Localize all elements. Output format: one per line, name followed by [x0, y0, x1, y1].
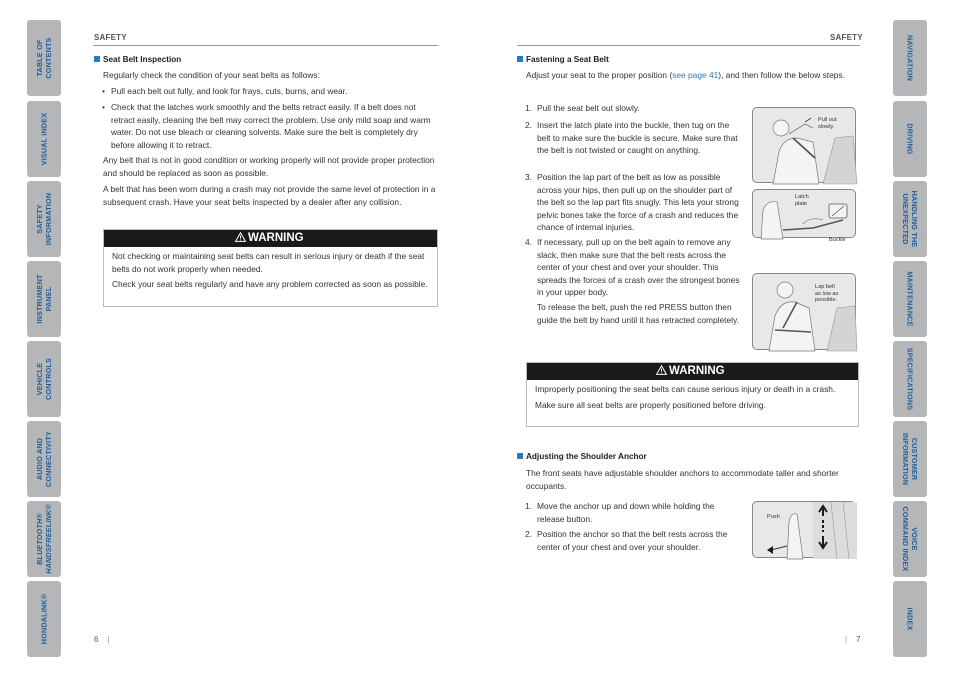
label-buckle: Buckle: [829, 237, 846, 243]
tab-label: BLUETOOTH® HANDSFREELINK®: [35, 504, 53, 574]
tab-label: AUDIO AND CONNECTIVITY: [35, 431, 53, 487]
tab-index[interactable]: [893, 581, 927, 657]
inspection-bullet: • Check that the latches work smoothly and the belts retract easily. If a belt does not retract easily, cleaning the belt may correct the problem. Use only mild soap and warm water. Do not use bleach or cleaning solvents. Make sure the belt is completely dry before allowing it to retract.: [111, 101, 438, 151]
warning-header: [104, 230, 437, 247]
illustration-shoulder-anchor: [752, 501, 856, 558]
warning-title: WARNING: [669, 365, 725, 377]
tab-voice-command-index[interactable]: [893, 501, 927, 577]
warning-text: Not checking or maintaining seat belts can result in serious injury or death if the seat belts do not work properly when needed.: [112, 251, 425, 274]
fastening-step: [525, 102, 742, 115]
page-number-left: 6 |: [94, 635, 110, 644]
tab-handling-the-unexpected[interactable]: [893, 181, 927, 257]
tab-safety-information[interactable]: [27, 181, 61, 257]
section-title-fastening: Fastening a Seat Belt: [517, 55, 609, 64]
see-page-link[interactable]: see page 41: [672, 70, 719, 80]
step-text: Position the anchor so that the belt rests across the center of your chest and over your shoulder.: [537, 529, 728, 552]
step-number: 3.: [525, 172, 532, 182]
tab-instrument-panel[interactable]: [27, 261, 61, 337]
warning-text: Improperly positioning the seat belts can cause serious injury or death in a crash.: [535, 384, 836, 394]
page-number-text: 7: [856, 635, 861, 644]
tab-bluetooth-handsfreelink[interactable]: [27, 501, 61, 577]
step-number: 2.: [525, 529, 532, 539]
lap-belt-illustration: [753, 274, 857, 351]
tab-specifications[interactable]: [893, 341, 927, 417]
fastening-step: [525, 119, 742, 157]
tab-driving[interactable]: [893, 101, 927, 177]
section-title-shoulder-anchor: Adjusting the Shoulder Anchor: [517, 452, 647, 461]
illustration-pull-belt: [752, 107, 856, 183]
section-title-seat-belt-inspection: Seat Belt Inspection: [94, 55, 181, 64]
inspection-bullet: • Pull each belt out fully, and look for frays, cuts, burns, and wear.: [111, 85, 438, 98]
left-header-rule: [93, 45, 438, 46]
step-text: Position the lap part of the belt as low as possible across your hips, then pull up on the shoulder part of the belt so the lap part fits snugly. This lets your strong pelvic bones take the force of a crash and reduces the chance of internal injuries.: [537, 172, 739, 232]
warning-text: Check your seat belts regularly and have any problem corrected as soon as possible.: [112, 279, 428, 289]
right-page-header: SAFETY: [830, 33, 863, 42]
label-latch-plate: Latch plate: [795, 194, 809, 207]
tab-visual-index[interactable]: [27, 101, 61, 177]
tab-label: SPECIFICATIONS: [905, 347, 915, 411]
tab-label: VOICE COMMAND INDEX: [901, 506, 919, 572]
tab-label: CUSTOMER INFORMATION: [901, 432, 919, 486]
tab-customer-information[interactable]: [893, 421, 927, 497]
warning-title: WARNING: [248, 232, 304, 244]
label-lap-belt: Lap belt as low as possible.: [815, 284, 839, 303]
step-number: 2.: [525, 120, 532, 130]
warning-header: [527, 363, 858, 380]
warning-box-positioning: [526, 362, 859, 427]
tab-label: VISUAL INDEX: [39, 112, 49, 166]
step-number: 4.: [525, 237, 532, 247]
seat-belt-person-illustration: [753, 108, 857, 184]
tab-maintenance[interactable]: [893, 261, 927, 337]
inspection-para-crash: A belt that has been worn during a crash may not provide the same level of protection in a subsequent crash. Have your seat belts inspected by a dealer after any collision.: [103, 184, 436, 207]
step-text: Pull the seat belt out slowly.: [537, 103, 640, 113]
right-header-rule: [517, 45, 860, 46]
inspection-para-replace: Any belt that is not in good condition or working properly will not provide proper protection and should be replaced as soon as possible.: [103, 155, 435, 178]
step-text: Insert the latch plate into the buckle, then tug on the belt to make sure the buckle is secure. Make sure that the belt is not twisted or caught on anything.: [537, 120, 738, 155]
label-pull-out: Pull out slowly.: [818, 117, 837, 130]
shoulder-anchor-intro: The front seats have adjustable shoulder anchors to accommodate taller and shorter occupants.: [526, 468, 839, 491]
warning-triangle-icon: [656, 365, 667, 375]
tab-label: TABLE OF CONTENTS: [35, 37, 53, 79]
warning-body: [104, 247, 437, 298]
step-number: 1.: [525, 501, 532, 511]
tab-audio-and-connectivity[interactable]: [27, 421, 61, 497]
intro-text: Adjust your seat to the proper position (: [526, 70, 673, 80]
shoulder-anchor-illustration: [753, 502, 857, 559]
warning-box-inspection: [103, 229, 438, 307]
tab-hondalink[interactable]: [27, 581, 61, 657]
inspection-intro: Regularly check the condition of your seat belts as follows:: [103, 70, 320, 80]
anchor-step: [525, 528, 742, 553]
label-push: Push: [767, 514, 780, 520]
fastening-intro: [526, 69, 859, 82]
tab-label: DRIVING: [905, 123, 915, 155]
tab-label: INDEX: [905, 607, 915, 631]
warning-triangle-icon: [235, 232, 246, 242]
tab-label: INSTRUMENT PANEL: [35, 274, 53, 324]
illustration-lap-belt: [752, 273, 856, 350]
tab-vehicle-controls[interactable]: [27, 341, 61, 417]
step-text: Move the anchor up and down while holding the release button.: [537, 501, 715, 524]
illustration-latch-buckle: [752, 189, 856, 243]
step-text: If necessary, pull up on the belt again to remove any slack, then make sure that the belt rests across the center of your chest and over your shoulder. This spreads the forces of a crash over the strongest bones in your upper body.: [537, 237, 740, 297]
page-number-text: 6: [94, 635, 99, 644]
tab-table-of-contents[interactable]: [27, 20, 61, 96]
step-number: 1.: [525, 103, 532, 113]
tab-label: MAINTENANCE: [905, 271, 915, 327]
warning-body: [527, 380, 858, 418]
tab-label: SAFETY INFORMATION: [35, 192, 53, 246]
warning-text: Make sure all seat belts are properly positioned before driving.: [535, 399, 766, 410]
fastening-step: [525, 171, 742, 234]
fastening-step: [525, 236, 742, 299]
intro-text: ), and then follow the below steps.: [718, 70, 845, 80]
release-instructions: To release the belt, push the red PRESS button then guide the belt by hand until it has retracted completely.: [537, 302, 739, 325]
tab-label: VEHICLE CONTROLS: [35, 358, 53, 400]
tab-label: HONDALINK®: [39, 593, 49, 645]
left-page-header: SAFETY: [94, 33, 127, 42]
anchor-step: [525, 500, 742, 525]
tab-navigation[interactable]: [893, 20, 927, 96]
tab-label: HANDLING THE UNEXPECTED: [901, 190, 919, 248]
tab-label: NAVIGATION: [905, 34, 915, 82]
page-number-right: | 7: [845, 635, 861, 644]
